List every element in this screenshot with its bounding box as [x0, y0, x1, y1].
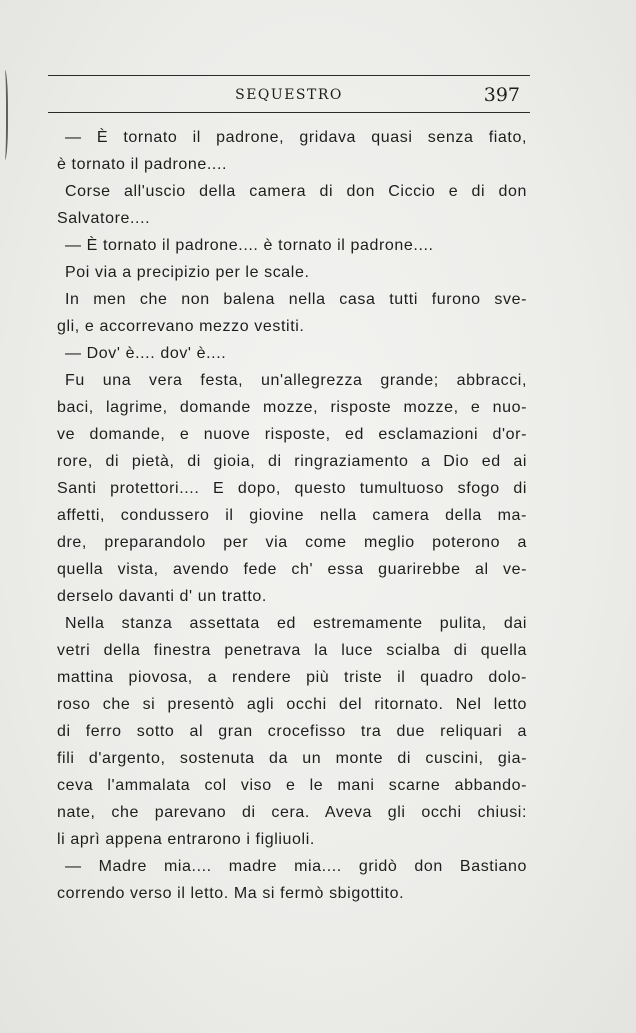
text-line: gli, e accorrevano mezzo vestiti.	[57, 318, 305, 335]
text-line: baci, lagrime, domande mozze, risposte mozze, e nuo-	[57, 399, 527, 416]
text-line: Poi via a precipizio per le scale.	[65, 264, 310, 281]
body-text	[57, 124, 527, 907]
text-line: fili d'argento, sostenuta da un monte di cuscini, gia-	[57, 750, 527, 767]
text-line: quella vista, avendo fede ch' essa guarirebbe al ve-	[57, 561, 527, 578]
running-title: SEQUESTRO	[235, 87, 343, 103]
text-line: li aprì appena entrarono i figliuoli.	[57, 831, 315, 848]
text-line: rore, di pietà, di gioia, di ringraziamento a Dio ed ai	[57, 453, 527, 470]
header-rule-bottom	[48, 112, 530, 113]
binding-edge-mark	[0, 70, 8, 160]
text-line: — È tornato il padrone.... è tornato il padrone....	[65, 237, 434, 254]
text-line: Salvatore....	[57, 210, 151, 227]
text-line: — Dov' è.... dov' è....	[65, 345, 227, 362]
page-number: 397	[483, 84, 520, 106]
text-line: Fu una vera festa, un'allegrezza grande; abbracci,	[65, 372, 527, 389]
text-line: ve domande, e nuove risposte, ed esclamazioni d'or-	[57, 426, 527, 443]
text-line: è tornato il padrone....	[57, 156, 228, 173]
text-line: dre, preparandolo per via come meglio poterono a	[57, 534, 527, 551]
text-line: mattina piovosa, a rendere più triste il quadro dolo-	[57, 669, 527, 686]
text-line: Santi protettori.... E dopo, questo tumultuoso sfogo di	[57, 480, 527, 497]
text-line: derselo davanti d' un tratto.	[57, 588, 267, 605]
header-rule-top	[48, 75, 530, 76]
text-line: di ferro sotto al gran crocefisso tra due reliquari a	[57, 723, 527, 740]
text-line: — È tornato il padrone, gridava quasi senza fiato,	[65, 129, 527, 146]
text-line: ceva l'ammalata col viso e le mani scarne abbando-	[57, 777, 527, 794]
text-line: — Madre mia.... madre mia.... gridò don Bastiano	[65, 858, 527, 875]
text-line: In men che non balena nella casa tutti furono sve-	[65, 291, 527, 308]
text-line: vetri della finestra penetrava la luce scialba di quella	[57, 642, 527, 659]
text-line: roso che si presentò agli occhi del ritornato. Nel letto	[57, 696, 527, 713]
text-line: nate, che parevano di cera. Aveva gli occhi chiusi:	[57, 804, 527, 821]
text-line: correndo verso il letto. Ma si fermò sbigottito.	[57, 885, 405, 902]
text-line: Nella stanza assettata ed estremamente pulita, dai	[65, 615, 527, 632]
text-line: affetti, condussero il giovine nella camera della ma-	[57, 507, 527, 524]
running-head	[48, 84, 530, 108]
text-line: Corse all'uscio della camera di don Ciccio e di don	[65, 183, 527, 200]
